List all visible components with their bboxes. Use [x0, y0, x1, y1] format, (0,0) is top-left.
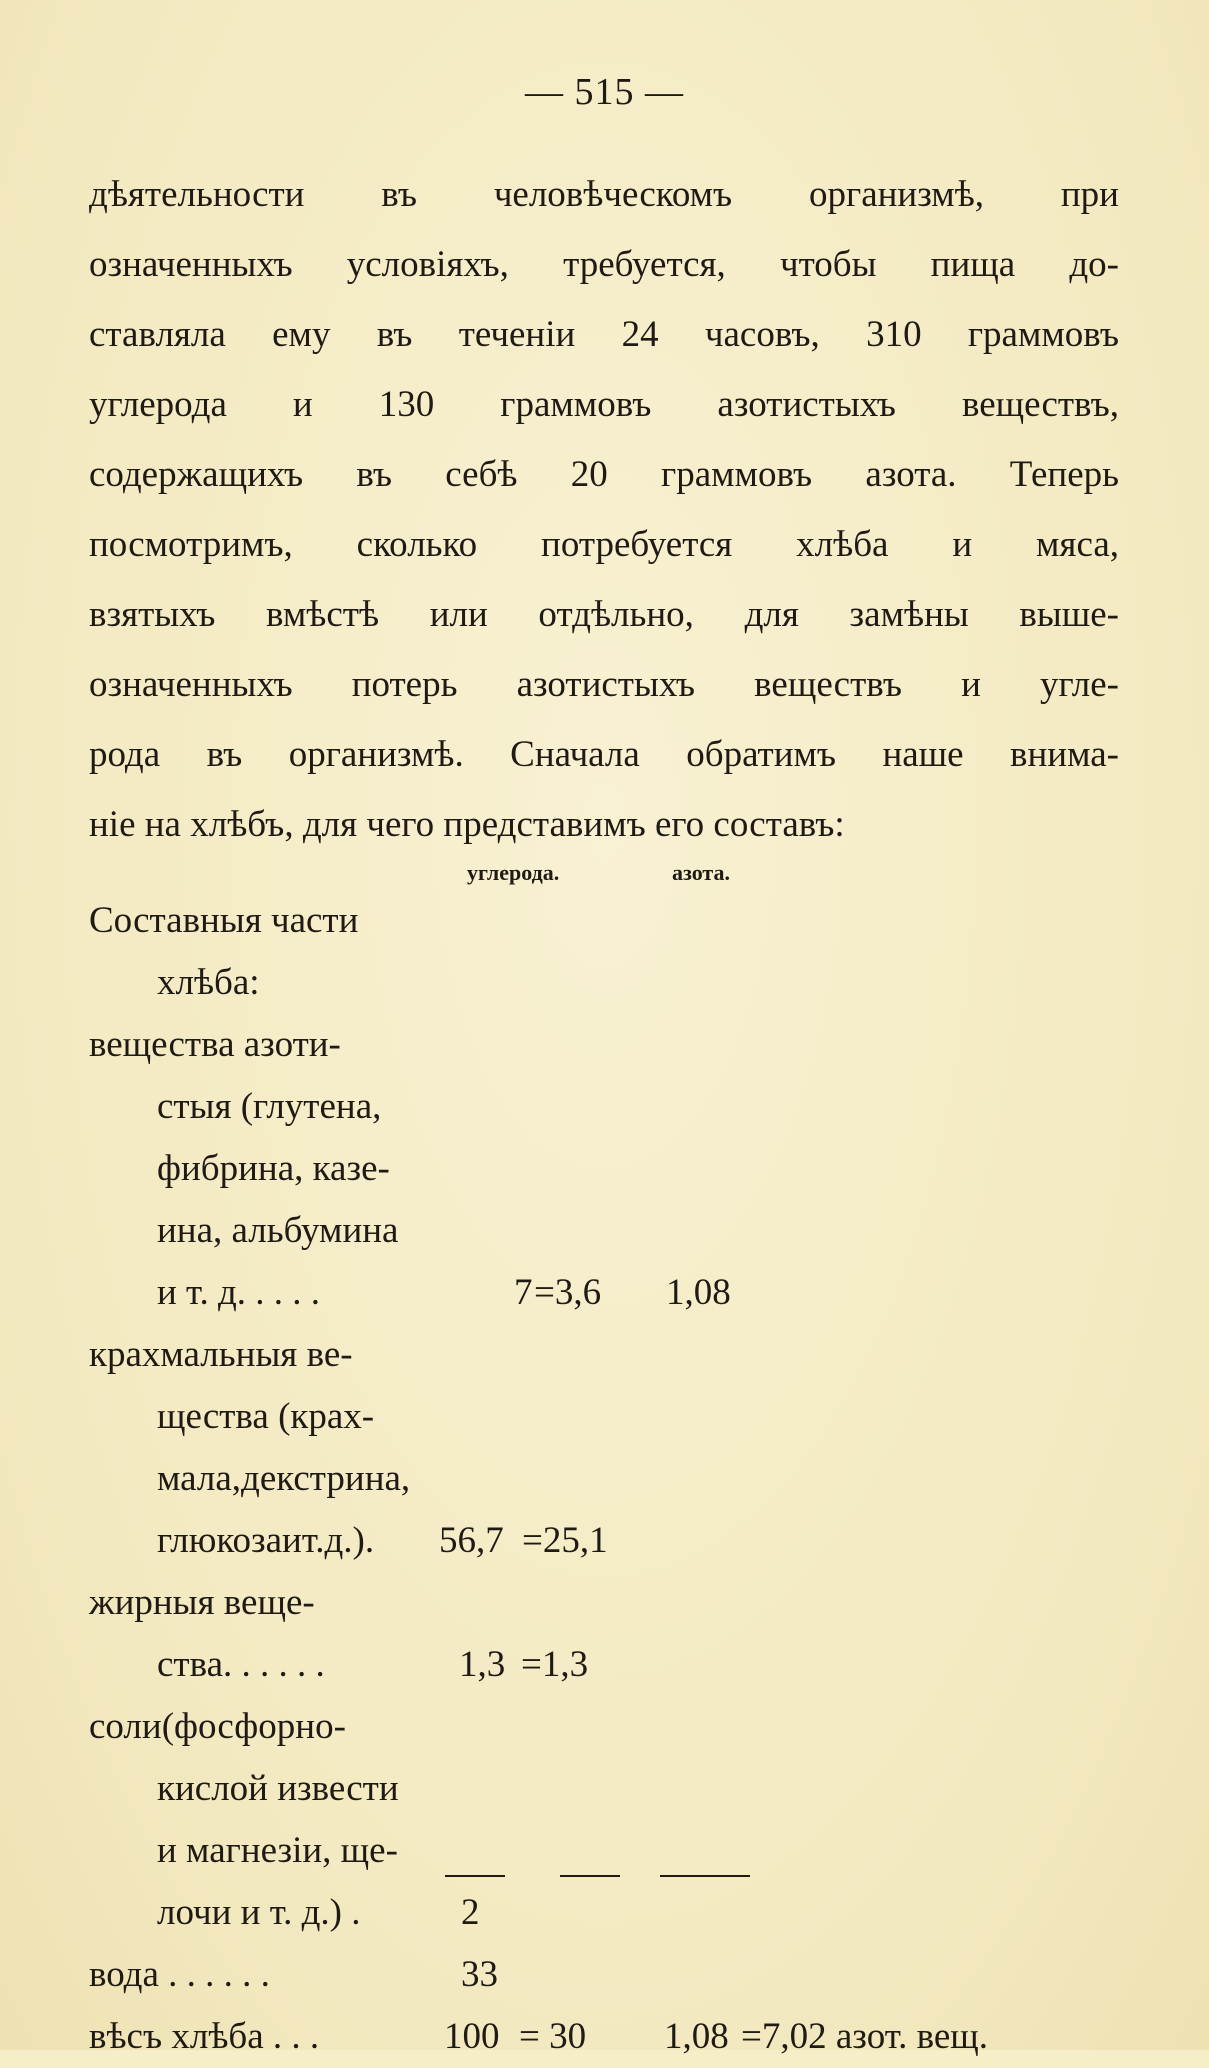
paragraph-line: дѣятельности въ человѣческомъ организмѣ, при [89, 174, 1119, 215]
row-label: глюкозаит.д.). [157, 1520, 375, 1561]
sum-rule-carbon [560, 1875, 620, 1877]
row-amount: 2 [461, 1892, 480, 1933]
sum-rule-amount [445, 1875, 505, 1877]
table-row [89, 1758, 1149, 1820]
table-row [89, 1944, 1149, 2006]
row-label: щества (крах- [157, 1396, 375, 1437]
row-label: и магнезіи, ще- [157, 1830, 398, 1871]
table-row [89, 1820, 1149, 1882]
table-row [89, 1386, 1149, 1448]
row-amount: 100 [444, 2016, 500, 2057]
header-nitrogen: азота. [672, 860, 730, 885]
table-row [89, 1448, 1149, 1510]
paragraph-line: означенныхъ условіяхъ, требуется, чтобы пища до- [89, 244, 1119, 285]
row-carbon: =25,1 [522, 1520, 608, 1561]
composition-table [89, 890, 1149, 2068]
paragraph-line: рода въ организмѣ. Сначала обратимъ наше внима- [89, 734, 1119, 775]
row-label: жирныя веще- [89, 1582, 315, 1623]
row-label: хлѣба: [157, 962, 260, 1003]
table-row [89, 1014, 1149, 1076]
row-carbon: = 30 [519, 2016, 587, 2057]
table-row [89, 1882, 1149, 1944]
row-carbon: =1,3 [521, 1644, 589, 1685]
paragraph-line: ставляла ему въ теченіи 24 часовъ, 310 граммовъ [89, 314, 1119, 355]
row-label: крахмальныя ве- [89, 1334, 353, 1375]
table-row [89, 1696, 1149, 1758]
table-row [89, 1572, 1149, 1634]
table-row [89, 1324, 1149, 1386]
row-label: фибрина, казе- [157, 1148, 390, 1189]
table-row [89, 1634, 1149, 1696]
row-carbon: =3,6 [534, 1272, 602, 1313]
paragraph-line: содержащихъ въ себѣ 20 граммовъ азота. Теперь [89, 454, 1119, 495]
table-row [89, 1200, 1149, 1262]
row-nitrogen: 1,08 [664, 2016, 729, 2057]
row-label: ства. . . . . . [157, 1644, 325, 1685]
table-row [89, 1076, 1149, 1138]
paragraph-line: взятыхъ вмѣстѣ или отдѣльно, для замѣны выше- [89, 594, 1119, 635]
row-amount: 56,7 [439, 1520, 504, 1561]
row-label: кислой извести [157, 1768, 399, 1809]
row-label: вѣсъ хлѣба . . . [89, 2016, 320, 2057]
table-row [89, 890, 1149, 952]
table-column-headers [0, 860, 1209, 890]
row-label: соли(фосфорно- [89, 1706, 346, 1747]
row-label: и т. д. . . . . [157, 1272, 321, 1313]
table-row [89, 2006, 1149, 2068]
row-amount: 1,3 [459, 1644, 506, 1685]
header-carbon: углерода. [467, 860, 560, 885]
table-row [89, 1510, 1149, 1572]
table-row [89, 1262, 1149, 1324]
row-extra: =7,02 азот. вещ. [741, 2016, 989, 2057]
row-amount: 7 [514, 1272, 533, 1313]
row-label: ина, альбумина [157, 1210, 399, 1251]
row-label: лочи и т. д.) . [157, 1892, 361, 1933]
paragraph [89, 160, 1119, 860]
paragraph-line: посмотримъ, сколько потребуется хлѣба и мяса, [89, 524, 1119, 565]
table-row [89, 952, 1149, 1014]
row-label: стыя (глутена, [157, 1086, 382, 1127]
row-label: вода . . . . . . [89, 1954, 270, 1995]
page-number: — 515 — [525, 71, 684, 113]
table-row [89, 1138, 1149, 1200]
row-label: мала,декстрина, [157, 1458, 411, 1499]
row-amount: 33 [461, 1954, 498, 1995]
paragraph-line: углерода и 130 граммовъ азотистыхъ веществъ, [89, 384, 1119, 425]
row-nitrogen: 1,08 [666, 1272, 731, 1313]
sum-rule-nitrogen [660, 1875, 750, 1877]
row-label: Составныя части [89, 900, 359, 941]
paragraph-line: означенныхъ потерь азотистыхъ веществъ и угле- [89, 664, 1119, 705]
paragraph-line: ніе на хлѣбъ, для чего представимъ его составъ: [89, 804, 845, 845]
row-label: вещества азоти- [89, 1024, 341, 1065]
